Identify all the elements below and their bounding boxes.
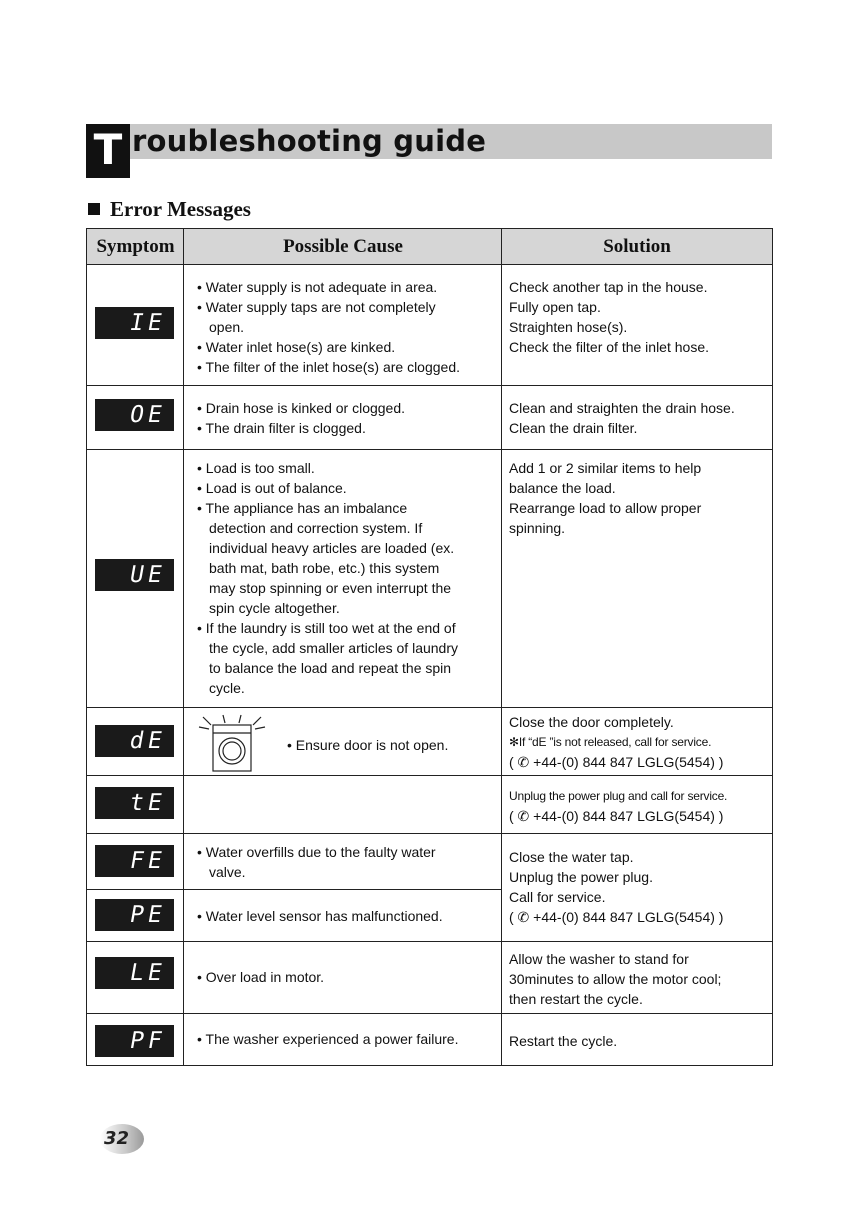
cause-cell: • Water overfills due to the faulty water valve. xyxy=(197,844,436,880)
page-number: 32 xyxy=(104,1128,130,1149)
square-bullet-icon xyxy=(88,203,100,215)
row-divider xyxy=(87,385,772,386)
column-divider xyxy=(501,229,502,1065)
row-divider xyxy=(87,775,772,776)
error-code-display: UE xyxy=(95,559,174,591)
row-divider xyxy=(87,1013,772,1014)
cause-cell: • Drain hose is kinked or clogged. • The drain filter is clogged. xyxy=(197,400,406,436)
table-header xyxy=(87,229,772,265)
solution-cell: Close the water tap. Unplug the power plug. Call for service. ( ✆ +44-(0) 844 847 LGLG(5454) ) xyxy=(509,849,724,925)
error-messages-table xyxy=(86,228,773,1066)
header-symptom: Symptom xyxy=(96,236,175,257)
error-code-display: LE xyxy=(95,957,174,989)
solution-cell: Close the door completely. ✻If “dE ”is not released, call for service. ( ✆ +44-(0) 844 847 LGLG(5454) ) xyxy=(509,714,724,770)
cause-cell: • Ensure door is not open. xyxy=(287,737,449,753)
page-number-badge xyxy=(86,1122,144,1156)
row-divider xyxy=(87,449,772,450)
header-possible-cause: Possible Cause xyxy=(283,236,403,257)
page-title: roubleshooting guide xyxy=(132,124,487,158)
error-code-display: PF xyxy=(95,1025,174,1057)
row-divider xyxy=(87,941,772,942)
error-code-display: IE xyxy=(95,307,174,339)
error-code-display: dE xyxy=(95,725,174,757)
row-divider xyxy=(87,833,772,834)
solution-cell: Add 1 or 2 similar items to help balance the load. Rearrange load to allow proper spinning. xyxy=(509,460,702,536)
solution-cell: Check another tap in the house. Fully open tap. Straighten hose(s). Check the filter of the inlet hose. xyxy=(509,279,709,355)
section-heading-text: Error Messages xyxy=(110,197,251,221)
error-code-display: FE xyxy=(95,845,174,877)
column-divider xyxy=(183,229,184,1065)
washing-machine-door-icon xyxy=(197,713,267,773)
solution-cell: Allow the washer to stand for 30minutes to allow the motor cool; then restart the cycle. xyxy=(509,951,722,1007)
cause-cell: • Load is too small. • Load is out of balance. • The appliance has an imbalance detection and correction system. If individual heavy articles are loaded (ex. bath mat, bath robe, etc.) this system may stop spinning or even interrupt the spin cycle altogether. • If the laundry is still too wet at the end of the cycle, add smaller articles of laundry to balance the load and repeat the spin cycle. xyxy=(197,460,458,696)
error-code-display: PE xyxy=(95,899,174,931)
cause-cell: • The washer experienced a power failure. xyxy=(197,1031,459,1047)
solution-cell: Clean and straighten the drain hose. Clean the drain filter. xyxy=(509,400,735,436)
header-solution: Solution xyxy=(603,236,671,257)
cause-cell: • Over load in motor. xyxy=(197,969,325,985)
error-code-display: tE xyxy=(95,787,174,819)
solution-cell: Unplug the power plug and call for service. ( ✆ +44-(0) 844 847 LGLG(5454) ) xyxy=(509,789,728,824)
title-initial: T xyxy=(86,124,130,178)
error-code-display: OE xyxy=(95,399,174,431)
section-heading xyxy=(88,197,251,222)
cause-cell: • Water supply is not adequate in area. • Water supply taps are not completely open. • Water inlet hose(s) are kinked. • The filter of the inlet hose(s) are clogged. xyxy=(197,279,461,375)
cause-cell: • Water level sensor has malfunctioned. xyxy=(197,908,443,924)
row-divider xyxy=(87,889,501,890)
row-divider xyxy=(87,707,772,708)
solution-cell: Restart the cycle. xyxy=(509,1033,618,1049)
